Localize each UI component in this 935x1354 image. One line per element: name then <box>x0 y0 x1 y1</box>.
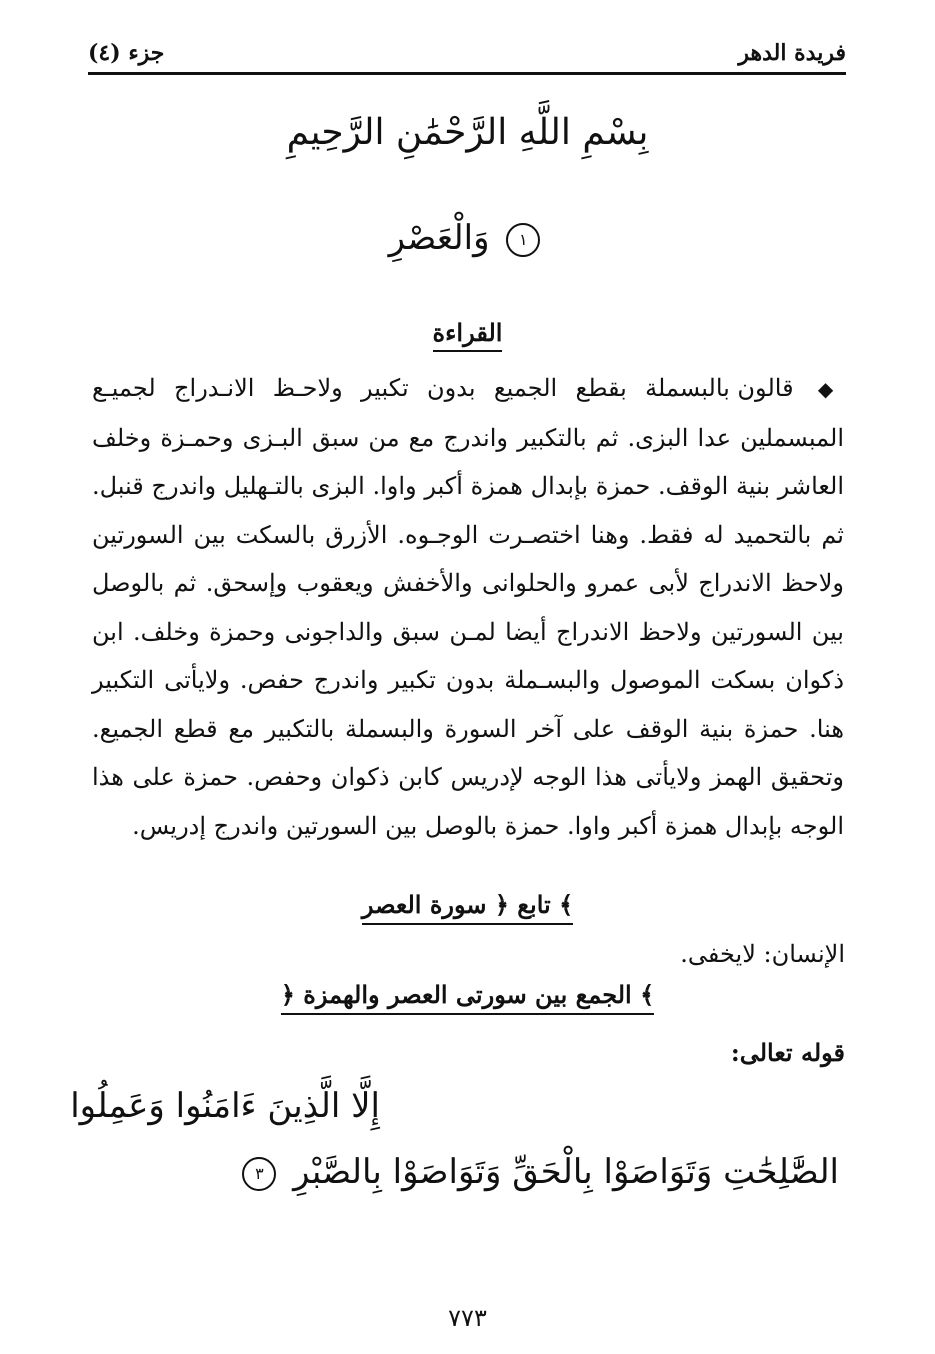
insan-line: الإنسان: لايخفى. <box>680 940 845 968</box>
diamond-bullet-icon: ◆ <box>817 377 844 401</box>
ayah-number-mark: ١ <box>506 223 540 257</box>
jam-heading-text: ﴿ الجمع بين سورتى العصر والهمزة ﴾ <box>281 980 654 1015</box>
quran-line-2 <box>236 1152 839 1192</box>
jam-heading <box>0 980 935 1009</box>
tabe-heading <box>0 890 935 919</box>
page-header <box>88 34 846 75</box>
book-title: فريدة الدهر <box>738 40 846 66</box>
opening-verse-text: وَالْعَصْرِ <box>388 218 490 258</box>
section-title <box>0 318 935 347</box>
ayah-number-mark: ٣ <box>242 1157 276 1191</box>
qawluh-label: قوله تعالى: <box>730 1038 845 1067</box>
quran-line-2-text: الصَّٰلِحَٰتِ وَتَوَاصَوْا بِالْحَقِّ وَتَوَاصَوْا بِالصَّبْرِ <box>293 1152 839 1192</box>
section-title-text: القراءة <box>433 318 503 352</box>
quran-line-1: إِلَّا الَّذِينَ ءَامَنُوا وَعَمِلُوا <box>70 1086 380 1126</box>
opening-verse <box>0 218 935 258</box>
page-number: ٧٧٣ <box>448 1304 487 1332</box>
commentary-paragraph <box>92 364 844 850</box>
part-label: جزء (٤) <box>88 40 165 66</box>
commentary-text: قالون بالبسملة بقطع الجميع بدون تكبير ولاحـظ الانـدراج لجميـع المبسملين عدا البزى. ثم بالتكبير واندرج مع من سبق البـزى وحمـزة وخلف العاشر بنية الوقف. حمزة بإبدال همزة أكبر واوا. البزى بالتـهليل واندرج قنبل. ثم بالتحميد له فقط. وهنا اختصـرت الوجـوه. الأزرق بالسكت بين السورتين ولاحظ الاندراج لأبى عمرو والحلوانى والأخفش ويعقوب وإسحق. ثم بالوصل بين السورتين ولاحظ الاندراج أيضا لمـن سبق والداجونى وحمزة وخلف. ابن ذكوان بسكت الموصول والبسـملة بدون تكبير واندرج حفص. ولايأتى التكبير هنا. حمزة بنية الوقف على آخر السورة والبسملة بالتكبير مع قطع الجميع. وتحقيق الهمز ولايأتى هذا الوجه لإدريس كابن ذكوان وحفص. حمزة على هذا الوجه بإبدال همزة أكبر واوا. حمزة بالوصل بين السورتين واندرج إدريس. <box>92 374 845 840</box>
basmala: بِسْمِ اللَّهِ الرَّحْمَٰنِ الرَّحِيمِ <box>286 112 649 153</box>
tabe-heading-text: تابع ﴿ سورة العصر ﴾ <box>362 890 573 925</box>
